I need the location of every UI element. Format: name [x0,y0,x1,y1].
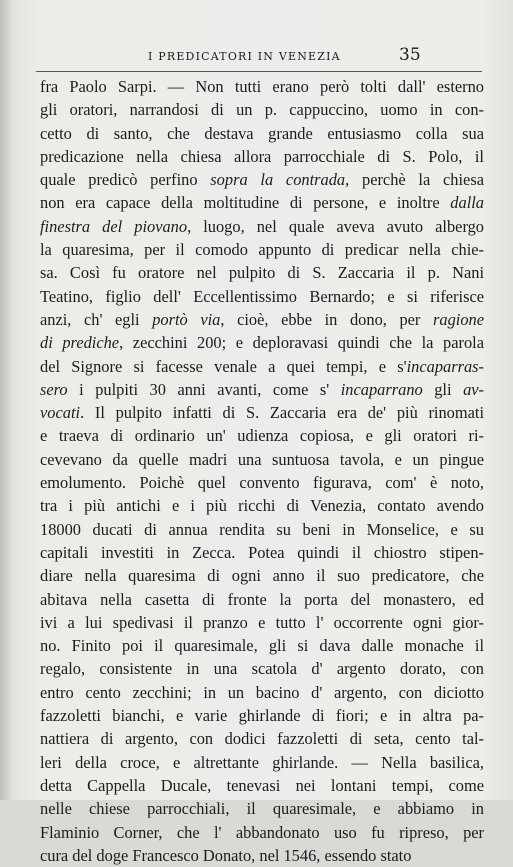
text-line [40,285,484,308]
text-line [40,471,484,494]
text-segment: la quaresima, per il comodo appunto di predicar nella chie- [40,240,484,260]
text-line [40,727,484,750]
text-segment: sa. Così fu oratore nel pulpito di S. Zaccaria il p. Nani [40,263,484,283]
text-segment: anzi, ch' egli [40,309,153,329]
body-text [40,75,484,867]
text-line [40,774,484,797]
text-segment: e traeva di ordinario un' udienza copiosa, e gli oratori ri- [40,426,484,446]
text-line [40,401,484,424]
text-line [40,541,484,564]
text-segment: , cioè, ebbe in dono, per [220,309,433,329]
text-segment: non era capace della moltitudine di persone, e inoltre [40,193,451,213]
text-line [40,611,484,634]
italic-segment: vocati [40,403,81,423]
italic-segment: dalla [450,193,484,213]
text-line [40,98,484,121]
text-segment: detta Cappella Ducale, tenevasi nei lontani tempi, come [40,775,484,795]
text-line [40,424,484,447]
text-segment: predicazione nella chiesa allora parrocchiale di S. Polo, il [40,146,484,166]
text-line [40,588,484,611]
text-line [40,215,484,238]
italic-segment: av- [463,379,485,399]
text-segment: entro cento zecchini; in un bacino d' argento, con diciotto [40,682,484,702]
text-line [40,681,484,704]
text-segment: regalo, consistente in una scatola d' argento dorato, con [40,659,484,679]
text-segment: cetto di santo, che destava grande entusiasmo colla sua [40,123,484,143]
text-line [40,657,484,680]
text-line [40,191,484,214]
text-segment: i pulpiti 30 anni avanti, come s' [67,379,341,399]
text-segment: ivi a lui spedivasi il pranzo e tutto l' occorrente ogni gior- [40,612,484,632]
page-header [0,44,513,70]
text-line [40,308,484,331]
text-line [40,704,484,727]
italic-segment: finestra del piovano [40,216,188,236]
text-line [40,448,484,471]
text-segment: Teatino, figlio dell' Eccellentissimo Bernardo; e si riferisce [40,286,484,306]
italic-segment: incaparras- [406,356,484,376]
text-line [40,844,484,867]
italic-segment: ragione [433,309,484,329]
text-segment: abitava nella casetta di fronte la porta del monastero, ed [40,589,484,609]
text-segment: tra i più antichi e i più ricchi di Venezia, contato avendo [40,496,484,516]
text-segment: nelle chiese parrocchiali, il quaresimale, e abbiamo in [40,799,484,819]
text-segment: del Signore si facesse venale a quei tempi, e s' [40,356,407,376]
italic-segment: sero [40,379,68,399]
italic-segment: di prediche [40,333,120,353]
italic-segment: portò via [152,309,221,329]
text-line [40,145,484,168]
text-line [40,821,484,844]
text-segment: quale predicò perfino [40,170,211,190]
text-segment: , zecchini 200; e deploravasi quindi che la parola [119,333,484,353]
text-line [40,751,484,774]
italic-segment: sopra la contrada [210,170,346,190]
page-number: 35 [399,45,421,65]
text-segment: emolumento. Poichè quel convento figurava, com' è noto, [40,473,484,493]
text-segment: Flaminio Corner, che l' abbandonato uso fu ripreso, per [40,822,484,842]
text-line [40,564,484,587]
text-segment: capitali investiti in Zecca. Potea quindi il chiostro stipen- [40,542,484,562]
text-segment: fra Paolo Sarpi. — Non tutti erano però tolti dall' esterno [40,77,484,96]
text-segment: . Il pulpito infatti di S. Zaccaria era de' più rinomati [80,403,484,423]
running-head: I PREDICATORI IN VENEZIA [148,50,341,63]
text-segment: no. Finito poi il quaresimale, gli si dava dalle monache il [40,636,484,656]
text-line [40,797,484,820]
header-rule [36,71,482,72]
text-segment: diare nella quaresima di ogni anno il suo predicatore, che [40,566,484,586]
text-segment: gli oratori, narrandosi di un p. cappuccino, uomo in con- [40,100,484,120]
text-line [40,378,484,401]
text-segment: 18000 ducati di annua rendita su beni in Monselice, e su [40,519,484,539]
text-line [40,355,484,378]
text-line [40,494,484,517]
text-line [40,331,484,354]
text-line [40,518,484,541]
text-segment: nattiera di argento, con dodici fazzoletti di seta, cento tal- [40,729,484,749]
text-line [40,261,484,284]
text-line [40,634,484,657]
text-line [40,75,484,98]
text-segment: leri della croce, e altrettante ghirlande. — Nella basilica, [40,752,484,772]
text-segment: , perchè la chiesa [345,170,484,190]
text-segment: , luogo, nel quale aveva avuto albergo [187,216,485,236]
text-segment: cevevano da quelle madri una suntuosa tavola, e un pingue [40,449,484,469]
text-segment: fazzoletti bianchi, e varie ghirlande di fiori; e in altra pa- [40,706,484,726]
text-segment: gli [422,379,464,399]
text-line [40,122,484,145]
italic-segment: incaparrano [340,379,423,399]
text-line [40,238,484,261]
text-line [40,168,484,191]
text-segment: cura del doge Francesco Donato, nel 1546, essendo stato [40,845,412,865]
